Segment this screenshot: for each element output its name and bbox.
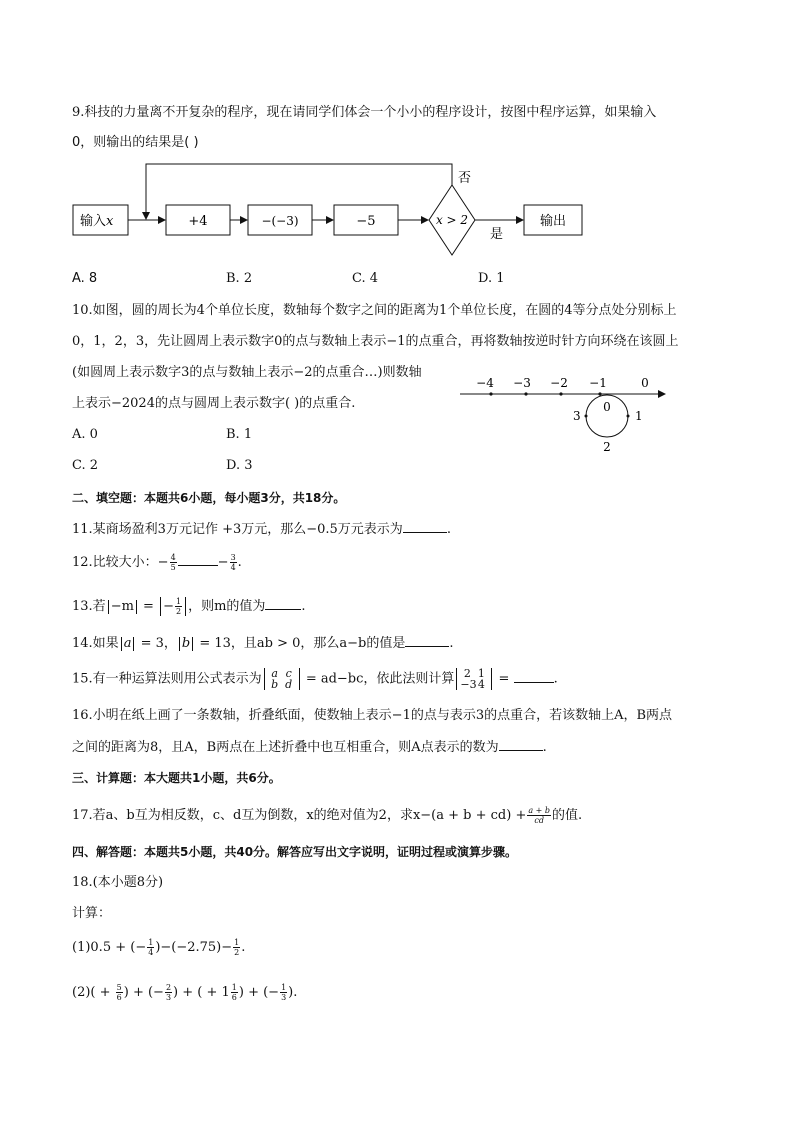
- q12: 12.比较大小：− $\frac{4}{5}$ − $\frac{3}{4}$ .: [72, 553, 242, 572]
- flow-step2: −(−3): [261, 214, 299, 228]
- q17: 17.若a、b互为相反数，c、d互为倒数，x的绝对值为2，求x−(a + b + cd) + $\frac{a + b}{cd}$ 的值.: [72, 806, 583, 825]
- q9-flowchart: [60, 160, 620, 260]
- section-3-heading: 三、计算题：本大题共1小题，共6分。: [72, 771, 281, 785]
- axis-label-neg4: −4: [476, 376, 494, 390]
- flow-yes-label: 是: [490, 227, 504, 242]
- q9-option-c: C. 4: [352, 271, 379, 286]
- q10-option-b: B. 1: [226, 427, 253, 442]
- q15: 15.有一种运算法则用公式表示为 a c b d = ad−bc，依此法则计算 2 1 −34 = .: [72, 667, 558, 691]
- axis-label-neg3: −3: [513, 376, 531, 390]
- q12-fraction-1: $\frac{4}{5}$: [170, 553, 176, 572]
- q15-matrix-numbers: 2 1 −34: [456, 668, 492, 690]
- flow-input: 输入x: [80, 214, 114, 229]
- flow-condition: x > 2: [435, 213, 469, 227]
- flow-no-label: 否: [458, 171, 472, 186]
- q18-heading: 18.(本小题8分): [72, 875, 164, 890]
- axis-label-neg2: −2: [550, 376, 568, 390]
- q10-option-d: D. 3: [226, 458, 253, 473]
- q10-option-c: C. 2: [72, 458, 99, 473]
- q10-line3: (如圆周上表示数字3的点与数轴上表示−2的点重合…)则数轴: [72, 365, 422, 380]
- section-4-heading: 四、解答题：本题共5小题，共40分。解答应写出文字说明，证明过程或演算步骤。: [72, 845, 518, 859]
- q10-line1: 10.如图，圆的周长为4个单位长度，数轴每个数字之间的距离为1个单位长度，在圆的4等分点处分别标上: [72, 303, 677, 318]
- q10-number-axis-figure: [455, 372, 685, 462]
- flow-output: 输出: [539, 214, 567, 229]
- q15-matrix-abcd: a c b d: [264, 668, 300, 690]
- q9-line2: 0，则输出的结果是( ): [72, 135, 199, 150]
- q11-answer-blank[interactable]: [403, 520, 447, 533]
- q13-abs-fraction: − $\frac{1}{2}$: [160, 597, 186, 616]
- q17-fraction: $\frac{a + b}{cd}$: [528, 806, 551, 825]
- q12-answer-blank[interactable]: [178, 553, 218, 566]
- q16-line2: 之间的距离为8，且A，B两点在上述折叠中也互相重合，则A点表示的数为 .: [72, 740, 547, 755]
- circle-label-3: 3: [573, 409, 581, 423]
- q12-fraction-2: $\frac{3}{4}$: [230, 553, 236, 572]
- axis-label-0: 0: [641, 376, 649, 390]
- q16-answer-blank[interactable]: [499, 738, 543, 751]
- q15-answer-blank[interactable]: [514, 670, 554, 683]
- q18-part-1: (1)0.5 + (− $\frac{1}{4}$ )−(−2.75)− $\frac{1}{2}$ .: [72, 938, 246, 957]
- axis-label-neg1: −1: [589, 376, 607, 390]
- section-2-heading: 二、填空题：本题共6小题，每小题3分，共18分。: [72, 491, 346, 505]
- q9-option-a: A. 8: [72, 271, 98, 286]
- q13-answer-blank[interactable]: [265, 597, 301, 610]
- flow-step1: +4: [188, 214, 208, 229]
- q16-line1: 16.小明在纸上画了一条数轴，折叠纸面，使数轴上表示−1的点与表示3的点重合，若该数轴上A，B两点: [72, 708, 673, 723]
- q14: 14.如果 a = 3， b = 13，且ab > 0，那么a−b的值是 .: [72, 636, 454, 651]
- q13: 13.若 −m = − $\frac{1}{2}$ ，则m的值为 .: [72, 597, 306, 616]
- q10-line2: 0，1，2，3，先让圆周上表示数字0的点与数轴上表示−1的点重合，再将数轴按逆时针方向环绕在该圆上: [72, 334, 679, 349]
- circle-label-1: 1: [635, 409, 643, 423]
- q9-line1: 9.科技的力量离不开复杂的程序，现在请同学们体会一个小小的程序设计，按图中程序运算，如果输入: [72, 105, 657, 120]
- circle-label-2: 2: [603, 440, 611, 454]
- q18-calc-label: 计算：: [72, 906, 112, 921]
- q11: 11.某商场盈利3万元记作 +3万元，那么−0.5万元表示为 .: [72, 522, 451, 537]
- circle-label-0: 0: [603, 400, 611, 414]
- q18-part-2: (2)( + $\frac{5}{6}$ ) + (− $\frac{2}{3}$ ) + ( + 1 $\frac{1}{6}$ ) + (− $\frac{1}{3}$ ).: [72, 983, 298, 1002]
- flow-step3: −5: [356, 214, 376, 229]
- q14-answer-blank[interactable]: [405, 634, 449, 647]
- q9-option-b: B. 2: [226, 271, 253, 286]
- q9-option-d: D. 1: [478, 271, 505, 286]
- q10-line4: 上表示−2024的点与圆周上表示数字( )的点重合.: [72, 396, 356, 411]
- q10-option-a: A. 0: [72, 427, 98, 442]
